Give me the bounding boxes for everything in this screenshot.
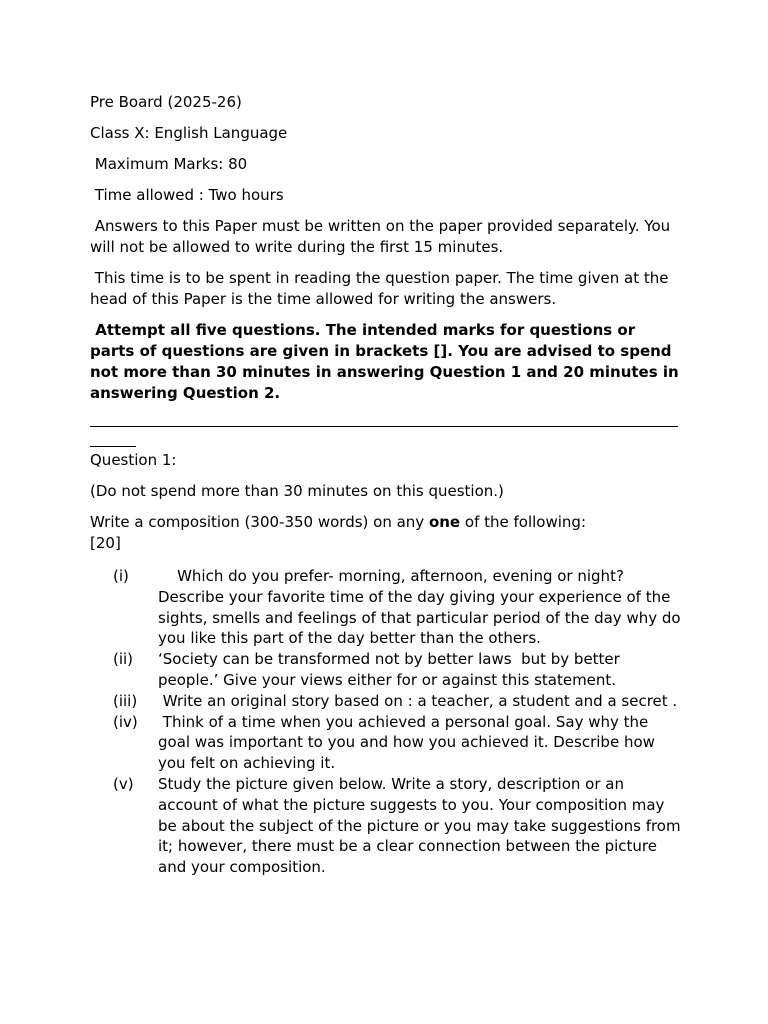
instruction-paragraph-1: Answers to this Paper must be written on the paper provided separately. You will not be allowed to write during the first 15 minutes.	[90, 217, 675, 256]
option-number: (iii)	[113, 691, 138, 710]
composition-options-list	[90, 566, 686, 878]
question-1-marks: [20]	[90, 534, 121, 552]
list-item	[90, 691, 682, 712]
option-text: Which do you prefer- morning, afternoon, evening or night? Describe your favorite time of the day giving your experience of the sights, smells and feelings of that particular period of the day why do you like this part of the day better than the others.	[158, 567, 686, 648]
option-text: ‘Society can be transformed not by better laws but by better people.’ Give your views either for or against this statement.	[158, 650, 625, 689]
time-allowed: Time allowed : Two hours	[90, 186, 284, 204]
option-text: Study the picture given below. Write a story, description or an account of what the picture suggests to you. Your composition may be about the subject of the picture or you may take suggestions from it; however, there must be a clear connection between the picture and your composition.	[158, 774, 686, 877]
divider-line-continuation	[90, 446, 136, 447]
class-subject: Class X: English Language	[90, 124, 288, 142]
option-text: Write an original story based on : a teacher, a student and a secret .	[158, 691, 678, 710]
list-item	[90, 566, 686, 649]
list-item	[90, 649, 682, 691]
instruction-paragraph-3: Attempt all five questions. The intended marks for questions or parts of questions are given in brackets []. You are advised to spend not more than 30 minutes in answering Question 1 and 20 minutes in answering Question 2.	[90, 321, 684, 402]
option-text: Think of a time when you achieved a personal goal. Say why the goal was important to you and how you achieved it. Describe how you felt on achieving it.	[158, 712, 660, 773]
list-item	[90, 774, 686, 878]
list-item	[90, 712, 682, 774]
instruction-paragraph-2: This time is to be spent in reading the question paper. The time given at the head of this Paper is the time allowed for writing the answers.	[90, 269, 674, 308]
prompt-text-emphasis: one	[428, 513, 461, 531]
document-page	[90, 92, 686, 878]
question-1-prompt	[90, 512, 682, 533]
exam-title: Pre Board (2025-26)	[90, 93, 242, 111]
option-number: (iv)	[113, 712, 138, 731]
option-number: (v)	[113, 774, 134, 793]
section-divider	[90, 416, 682, 444]
divider-line	[90, 426, 678, 427]
option-number: (ii)	[113, 650, 134, 669]
prompt-text-end: of the following:	[460, 513, 586, 531]
prompt-text-start: Write a composition (300-350 words) on any	[90, 513, 429, 531]
option-number: (i)	[113, 567, 129, 585]
question-1-title: Question 1:	[90, 451, 177, 469]
maximum-marks: Maximum Marks: 80	[90, 155, 248, 173]
question-1-note: (Do not spend more than 30 minutes on this question.)	[90, 482, 504, 500]
